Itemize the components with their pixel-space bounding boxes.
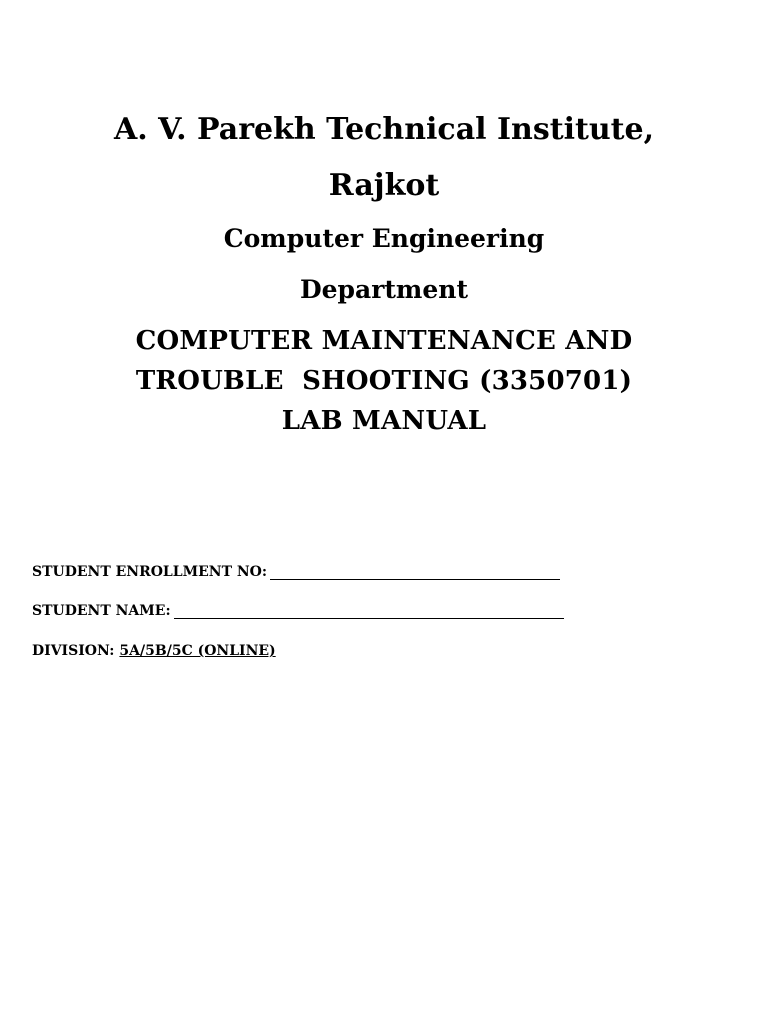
manual-type: LAB MANUAL	[281, 406, 487, 436]
student-name-blank-line	[174, 605, 564, 619]
student-name-field	[32, 603, 564, 619]
division-field	[32, 643, 276, 659]
institute-name: A. V. Parekh Technical Institute,	[113, 112, 655, 147]
subject-title-line1: COMPUTER MAINTENANCE AND	[135, 326, 633, 356]
institute-city: Rajkot	[328, 168, 440, 203]
student-name-label: STUDENT NAME:	[32, 603, 171, 619]
department-name: Computer Engineering	[223, 224, 545, 253]
division-label: DIVISION:	[32, 643, 115, 659]
department-suffix: Department	[299, 275, 469, 304]
enrollment-blank-line	[270, 566, 560, 580]
enrollment-label: STUDENT ENROLLMENT NO:	[32, 564, 268, 580]
division-value: 5A/5B/5C (ONLINE)	[119, 643, 276, 659]
subject-title-line2: TROUBLE SHOOTING (3350701)	[135, 366, 633, 396]
enrollment-field	[32, 564, 560, 580]
